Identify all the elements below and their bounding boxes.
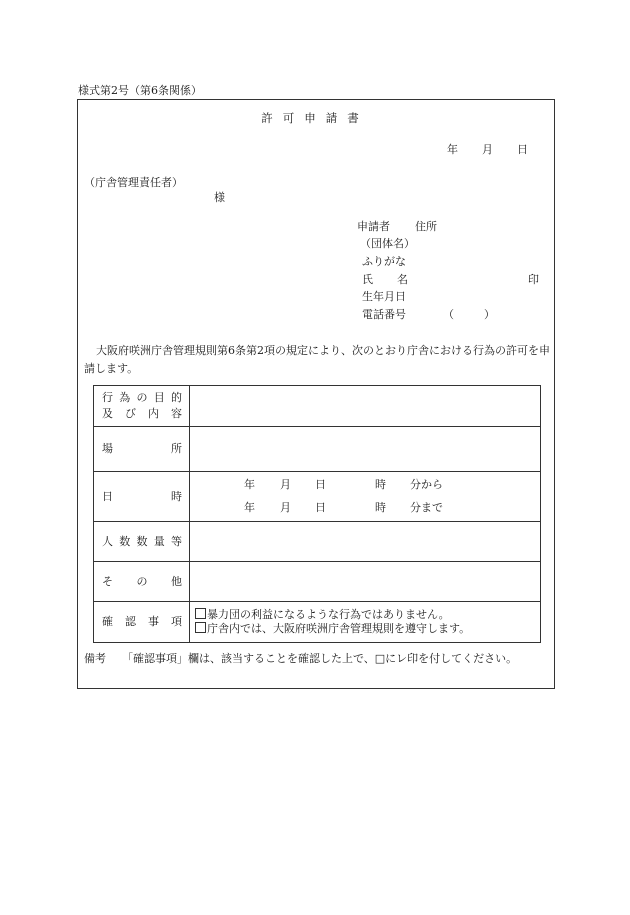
applicant-name-label-1: 氏 bbox=[362, 273, 373, 286]
application-items-table bbox=[93, 385, 541, 643]
addressee-honorific: 様 bbox=[214, 191, 225, 204]
purpose-label-cell bbox=[94, 386, 190, 427]
checkbox-icon[interactable] bbox=[195, 608, 206, 619]
table-row bbox=[94, 386, 541, 427]
dt-to-minute: 分まで bbox=[410, 501, 443, 514]
confirm-label: 確認事項 bbox=[94, 602, 190, 643]
dt-to-day: 日 bbox=[315, 501, 326, 514]
confirm-item-2[interactable] bbox=[190, 622, 540, 636]
applicant-phone-label: 電話番号 bbox=[362, 308, 406, 321]
table-row bbox=[94, 427, 541, 472]
form-number: 様式第2号（第6条関係） bbox=[78, 84, 202, 97]
confirm-item-1[interactable] bbox=[190, 608, 540, 622]
date-day-label: 日 bbox=[517, 143, 528, 156]
dt-from-month: 月 bbox=[280, 478, 291, 491]
phone-paren-open: （ bbox=[443, 308, 454, 321]
seal-mark: 印 bbox=[528, 273, 539, 286]
dt-from-year: 年 bbox=[244, 478, 255, 491]
remarks-label: 備考 bbox=[84, 652, 106, 665]
datetime-value-cell[interactable] bbox=[190, 472, 541, 522]
place-label: 場所 bbox=[94, 427, 190, 472]
confirm-item-2-text: 庁舎内では、大阪府咲洲庁舎管理規則を遵守します。 bbox=[207, 622, 471, 635]
form-title: 許可申請書 bbox=[261, 111, 369, 125]
dt-to-hour: 時 bbox=[375, 501, 386, 514]
purpose-label-line1: 行為の目的 bbox=[102, 391, 182, 404]
applicant-address-label: 住所 bbox=[415, 220, 437, 233]
date-month-label: 月 bbox=[482, 143, 493, 156]
table-row bbox=[94, 562, 541, 602]
table-row bbox=[94, 472, 541, 522]
dt-from-hour: 時 bbox=[375, 478, 386, 491]
other-value-cell[interactable] bbox=[190, 562, 541, 602]
dt-from-day: 日 bbox=[315, 478, 326, 491]
confirm-item-1-text: 暴力団の利益になるような行為ではありません。 bbox=[207, 608, 450, 621]
addressee-label: （庁舎管理責任者） bbox=[84, 176, 183, 189]
phone-paren-close: ） bbox=[484, 308, 495, 321]
datetime-label: 日時 bbox=[94, 472, 190, 522]
applicant-furigana-label: ふりがな bbox=[362, 255, 406, 268]
applicant-heading: 申請者 bbox=[357, 220, 390, 233]
table-row bbox=[94, 522, 541, 562]
date-year-label: 年 bbox=[447, 143, 458, 156]
dt-to-month: 月 bbox=[280, 501, 291, 514]
confirm-value-cell bbox=[190, 602, 541, 643]
people-label: 人数数量等 bbox=[94, 522, 190, 562]
table-row bbox=[94, 602, 541, 643]
checkbox-icon[interactable] bbox=[195, 622, 206, 633]
applicant-org-label: （団体名） bbox=[360, 237, 415, 250]
place-value-cell[interactable] bbox=[190, 427, 541, 472]
other-label: その他 bbox=[94, 562, 190, 602]
purpose-label-line2: 及び内容 bbox=[102, 407, 182, 420]
dt-from-minute: 分から bbox=[410, 478, 443, 491]
dt-to-year: 年 bbox=[244, 501, 255, 514]
applicant-name-label-2: 名 bbox=[397, 273, 408, 286]
applicant-birthdate-label: 生年月日 bbox=[362, 290, 406, 303]
purpose-value-cell[interactable] bbox=[190, 386, 541, 427]
people-value-cell[interactable] bbox=[190, 522, 541, 562]
remarks-text: 「確認事項」欄は、該当することを確認した上で、□にレ印を付してください。 bbox=[122, 652, 518, 665]
intro-paragraph: 大阪府咲洲庁舎管理規則第6条第2項の規定により、次のとおり庁舎における行為の許可を申請します。 bbox=[84, 344, 550, 375]
